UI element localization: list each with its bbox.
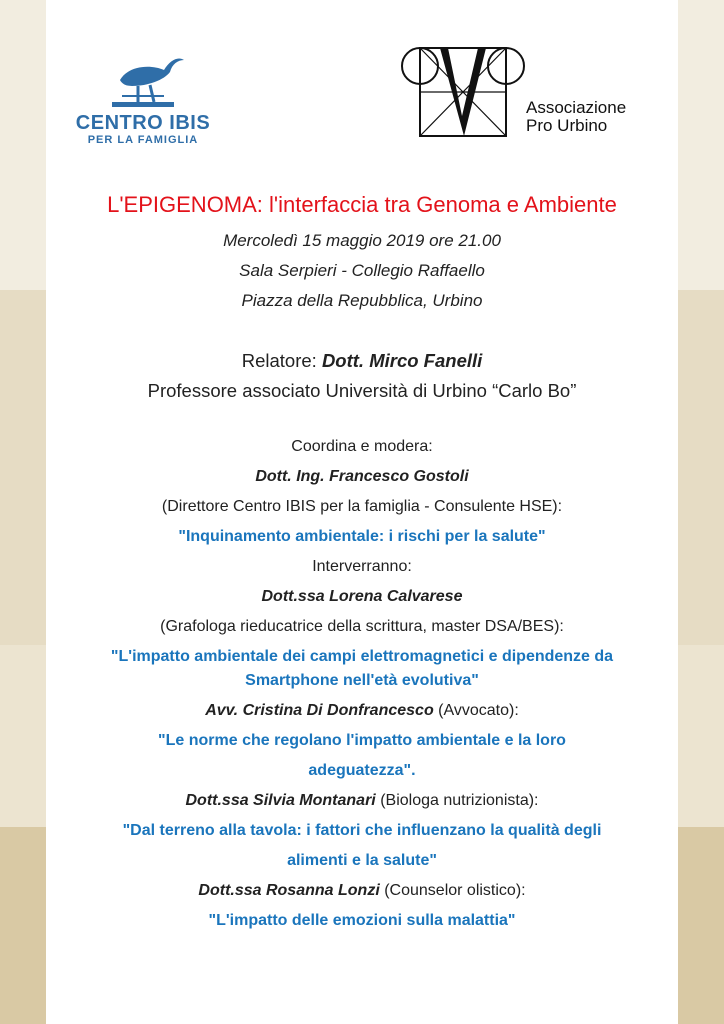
speaker-2-role: (Avvocato): (433, 702, 519, 719)
event-date: Mercoledì 15 maggio 2019 ore 21.00 (223, 231, 501, 250)
main-speaker (46, 346, 678, 406)
ibis-logo-name: CENTRO IBIS (75, 112, 211, 134)
speaker-1-talk-line-2: Smartphone nell'età evolutiva" (245, 672, 479, 689)
speaker-1-role: (Grafologa rieducatrice della scrittura, master DSA/BES): (160, 618, 564, 635)
speaker-4-role: (Counselor olistico): (379, 882, 526, 899)
pro-urbino-logo-text (526, 99, 626, 135)
speaker-4-talk-line-1: "L'impatto delle emozioni sulla malattia" (208, 912, 516, 929)
pro-urbino-v-mark-icon (398, 42, 526, 142)
moderator-block (46, 432, 678, 936)
pro-urbino-line1: Associazione (526, 98, 627, 117)
event-title: L'EPIGENOMA: l'interfaccia tra Genoma e Ambiente (107, 192, 617, 217)
speaker-3-talk-line-2: alimenti e la salute" (287, 852, 437, 869)
speaker-role: Professore associato Università di Urbino “Carlo Bo” (147, 380, 577, 401)
left-background-band (0, 0, 46, 1024)
pro-urbino-line2: Pro Urbino (526, 116, 608, 135)
speaker-2-name: Avv. Cristina Di Donfrancesco (205, 702, 434, 719)
event-venue: Sala Serpieri - Collegio Raffaello (239, 261, 485, 280)
speaker-2-talk-line-1: "Le norme che regolano l'impatto ambientale e la loro (158, 732, 566, 749)
speaker-3-talk-line-1: "Dal terreno alla tavola: i fattori che influenzano la qualità degli (122, 822, 602, 839)
speaker-name: Dott. Mirco Fanelli (321, 350, 483, 371)
speaker-label: Relatore: (241, 350, 322, 371)
event-content (46, 192, 678, 936)
ibis-logo-subtitle: PER LA FAMIGLIA (87, 134, 199, 146)
moderator-name: Dott. Ing. Francesco Gostoli (255, 468, 469, 485)
event-address: Piazza della Repubblica, Urbino (241, 291, 483, 310)
speaker-1-talk-line-1: "L'impatto ambientale dei campi elettromagnetici e dipendenze da (110, 648, 614, 665)
right-background-band (678, 0, 724, 1024)
flyer-page (46, 0, 678, 1024)
speaker-4-name: Dott.ssa Rosanna Lonzi (198, 882, 380, 899)
speaker-3-name: Dott.ssa Silvia Montanari (185, 792, 376, 809)
speaker-1-talk-title (46, 642, 678, 696)
speaker-2-talk-line-2: adeguatezza". (308, 762, 416, 779)
interventions-label: Interverranno: (312, 558, 412, 575)
moderator-role: (Direttore Centro IBIS per la famiglia - Consulente HSE): (161, 498, 563, 515)
moderator-talk-title: "Inquinamento ambientale: i rischi per la salute" (178, 528, 546, 545)
ibis-bird-icon (98, 50, 188, 108)
speaker-3-role: (Biologa nutrizionista): (375, 792, 539, 809)
centro-ibis-logo (68, 50, 218, 150)
moderator-label: Coordina e modera: (291, 438, 433, 455)
pro-urbino-logo (398, 42, 648, 142)
speaker-1-name: Dott.ssa Lorena Calvarese (261, 588, 463, 605)
